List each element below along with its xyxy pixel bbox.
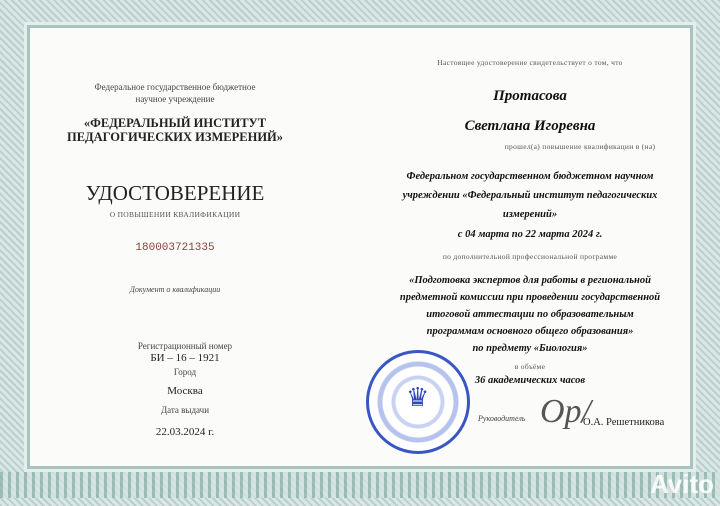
watermark-logo: Avito — [649, 469, 714, 499]
doc-kind: Документ о квалификации — [129, 285, 221, 294]
program-line2: предметной комиссии при проведении государственной — [399, 292, 661, 303]
reg-label: Регистрационный номер — [137, 341, 233, 351]
org-type-line1: Федеральное государственное бюджетное — [94, 82, 256, 92]
org-name-line2: ПЕДАГОГИЧЕСКИХ ИЗМЕРЕНИЙ» — [66, 130, 284, 144]
subject: по предмету «Биология» — [472, 343, 588, 354]
hours: 36 академических часов — [474, 375, 586, 386]
signature: Ор/ — [540, 393, 591, 430]
org-name-line1: «ФЕДЕРАЛЬНЫЙ ИНСТИТУТ — [83, 116, 267, 130]
head-label: Руководитель — [478, 414, 526, 423]
program-line3: итоговой аттестации по образовательным — [426, 309, 634, 320]
org-line2: учреждении «Федеральный институт педагогических — [402, 190, 658, 201]
issue-date: 22.03.2024 г. — [155, 426, 215, 438]
eagle-emblem-icon: ♛ — [406, 383, 430, 412]
org-type-line2: научное учреждение — [135, 94, 215, 104]
given-names: Светлана Игоревна — [464, 118, 596, 134]
doc-title: УДОСТОВЕРЕНИЕ — [85, 181, 265, 205]
doc-number: 180003721335 — [135, 242, 215, 254]
intro-text: Настоящее удостоверение свидетельствует о том, что — [437, 58, 623, 67]
doc-subtitle: О ПОВЫШЕНИИ КВАЛИФИКАЦИИ — [109, 210, 241, 219]
issue-label: Дата выдачи — [160, 405, 210, 415]
program-label: по дополнительной профессиональной программе — [442, 252, 618, 261]
org-line1: Федеральном государственном бюджетном научном — [406, 171, 654, 182]
volume-label: в объёме — [514, 362, 546, 371]
head-name: О.А. Решетникова — [583, 417, 665, 428]
org-line3: измерений» — [502, 209, 558, 220]
program-line1: «Подготовка экспертов для работы в региональной — [409, 275, 651, 286]
program-line4: программам основного общего образования» — [426, 326, 634, 337]
surname: Протасова — [493, 88, 567, 104]
city-label: Город — [173, 367, 197, 377]
ornamental-band — [0, 472, 720, 498]
reg-number: БИ – 16 – 1921 — [150, 352, 220, 364]
study-period: с 04 марта по 22 марта 2024 г. — [457, 229, 603, 240]
passed-text: прошел(а) повышение квалификации в (на) — [504, 142, 656, 151]
city: Москва — [167, 385, 203, 397]
official-seal — [366, 350, 470, 454]
